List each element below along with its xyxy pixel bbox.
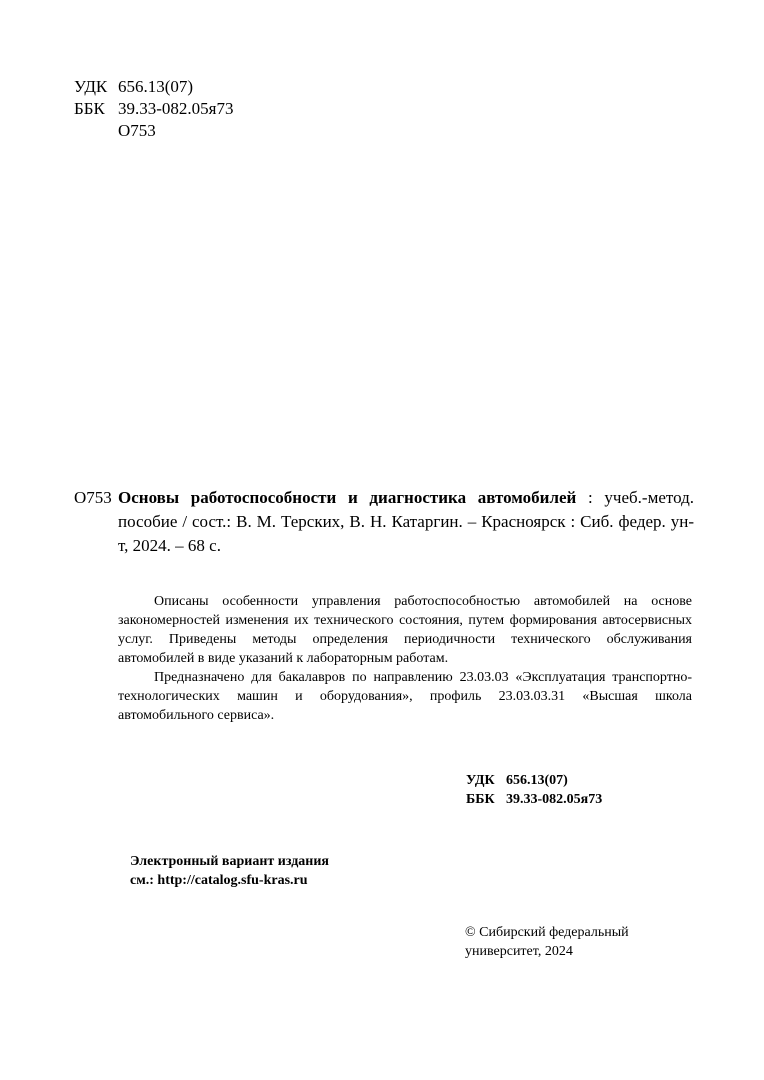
bbk-label: ББК xyxy=(74,99,105,118)
classification-codes-bottom xyxy=(466,771,602,809)
electronic-version-link: см.: http://catalog.sfu-kras.ru xyxy=(130,873,308,888)
annotation-paragraph-1: Описаны особенности управления работоспособностью автомобилей на основе закономерностей изменения их технического состояния, путем формирования автосервисных услуг. Приведены методы определения периодичности технического обслуживания автомобилей в виде указаний к лабораторным работам. xyxy=(118,594,692,666)
udk-label: УДК xyxy=(74,77,108,96)
electronic-version-line-1: Электронный вариант издания xyxy=(130,854,329,869)
udk-label-bottom: УДК xyxy=(466,773,495,788)
classification-codes-top xyxy=(74,76,233,142)
bibliographic-record xyxy=(74,486,694,558)
biblio-author-mark: О753 xyxy=(74,488,112,507)
author-mark-row xyxy=(74,120,233,142)
biblio-details: : учеб.-метод. пособие / сост.: В. М. Терских, В. Н. Катаргин. – Красноярск : Сиб. федер. ун-т, 2024. – 68 с. xyxy=(118,488,694,555)
annotation xyxy=(118,592,692,725)
author-mark: О753 xyxy=(118,121,156,140)
bbk-label-bottom: ББК xyxy=(466,792,495,807)
bbk-value: 39.33-082.05я73 xyxy=(118,99,234,118)
udk-row xyxy=(74,76,233,98)
biblio-description xyxy=(118,486,694,558)
bbk-row-bottom xyxy=(466,790,602,809)
copyright-line-1: © Сибирский федеральный xyxy=(465,925,629,940)
udk-row-bottom xyxy=(466,771,602,790)
copyright-notice xyxy=(465,923,629,961)
copyright-line-2: университет, 2024 xyxy=(465,944,573,959)
bbk-row xyxy=(74,98,233,120)
annotation-paragraph-2: Предназначено для бакалавров по направлению 23.03.03 «Эксплуатация транспортно-технологических машин и оборудования», профиль 23.03.03.31 «Высшая школа автомобильного сервиса». xyxy=(118,670,692,723)
book-title: Основы работоспособности и диагностика автомобилей xyxy=(118,488,577,507)
udk-value-bottom: 656.13(07) xyxy=(506,773,568,788)
bbk-value-bottom: 39.33-082.05я73 xyxy=(506,792,603,807)
electronic-version-note xyxy=(130,852,329,890)
udk-value: 656.13(07) xyxy=(118,77,194,96)
